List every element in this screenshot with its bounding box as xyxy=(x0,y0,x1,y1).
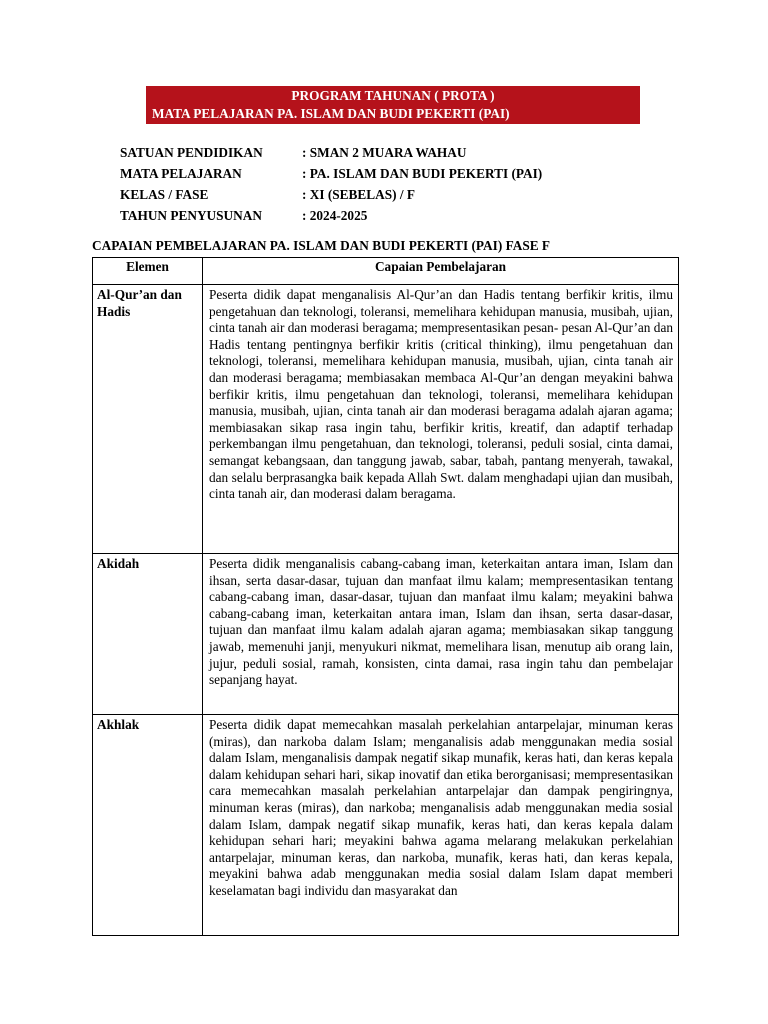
meta-value: : XI (SEBELAS) / F xyxy=(302,187,416,202)
meta-row-mapel xyxy=(120,163,542,184)
elemen-cell: Al-Qur’an dan Hadis xyxy=(93,285,203,554)
meta-row-tahun xyxy=(120,205,542,226)
column-header-elemen: Elemen xyxy=(93,258,203,285)
section-title: CAPAIAN PEMBELAJARAN PA. ISLAM DAN BUDI PEKERTI (PAI) FASE F xyxy=(92,238,551,253)
table-header-row xyxy=(93,258,679,285)
capaian-cell: Peserta didik dapat memecahkan masalah perkelahian antarpelajar, minuman keras (miras), dan narkoba dalam Islam; menganalisis adab menggunakan media sosial dalam Islam, menganalisis dampak negatif sikap munafik, keras hati, dan keras kepala dalam kehidupan sehari hari, sikap inovatif dan etika berorganisasi; mempresentasikan cara memecahkan masalah perkelahian antarpelajar dan dampak pengiringnya, minuman keras (miras), dan narkoba; menganalisis adab menggunakan media sosial dalam Islam, dampak negatif sikap munafik, keras hati, dan keras kepala dalam kehidupan sehari hari; meyakini bahwa agama melarang melakukan perkelahian antarpelajar, minuman keras, dan narkoba, munafik, keras hati, dan keras kepala, meyakini bahwa adab menggunakan media sosial dalam Islam dapat memberi keselamatan bagi individu dan masyarakat dan xyxy=(203,715,679,936)
meta-row-kelas xyxy=(120,184,542,205)
meta-label: TAHUN PENYUSUNAN xyxy=(120,208,262,223)
capaian-cell: Peserta didik dapat menganalisis Al-Qur’an dan Hadis tentang berfikir kritis, ilmu pengetahuan dan teknologi, toleransi, memelihara kehidupan manusia, musibah, ujian, cinta tanah air dan moderasi beragama; mempresentasikan pesan- pesan Al-Qur’an dan Hadis tentang pentingnya berfikir kritis (critical thinking), ilmu pengetahuan dan teknologi, toleransi, memelihara kehidupan manusia, musibah, ujian, cinta tanah air dan moderasi beragama; membiasakan membaca Al-Qur’an dengan meyakini bahwa berfikir kritis, ilmu pengetahuan dan teknologi, toleransi, memelihara kehidupan manusia, musibah, ujian, cinta tanah air dan moderasi beragama adalah ajaran agama; membiasakan sikap rasa ingin tahu, berfikir kritis, kreatif, dan adaptif terhadap perkembangan ilmu pengetahuan, dan teknologi, toleransi, peduli sosial, cinta damai, semangat kebangsaan, dan tanggung jawab, sabar, tabah, pantang menyerah, tawakal, dan selalu berprasangka baik kepada Allah Swt. dalam menghadapi ujian dan musibah, cinta tanah air, dan moderasi dalam beragama. xyxy=(203,285,679,554)
table-row xyxy=(93,285,679,554)
meta-value: : 2024-2025 xyxy=(302,208,368,223)
meta-value: : PA. ISLAM DAN BUDI PEKERTI (PAI) xyxy=(302,166,543,181)
elemen-cell: Akhlak xyxy=(93,715,203,936)
header-banner xyxy=(146,86,640,124)
elemen-cell: Akidah xyxy=(93,554,203,715)
document-meta xyxy=(120,142,542,226)
table-row xyxy=(93,554,679,715)
meta-row-satuan xyxy=(120,142,542,163)
column-header-capaian: Capaian Pembelajaran xyxy=(203,258,679,285)
meta-label: MATA PELAJARAN xyxy=(120,166,242,181)
meta-label: SATUAN PENDIDIKAN xyxy=(120,145,263,160)
capaian-table xyxy=(92,257,679,936)
header-subtitle: MATA PELAJARAN PA. ISLAM DAN BUDI PEKERTI (PAI) xyxy=(152,106,510,121)
capaian-cell: Peserta didik menganalisis cabang-cabang iman, keterkaitan antara iman, Islam dan ihsan, serta dasar-dasar, tujuan dan manfaat ilmu kalam; mempresentasikan tentang cabang-cabang iman, dasar-dasar, tujuan dan manfaat ilmu kalam; meyakini bahwa cabang-cabang iman, keterkaitan antara iman, Islam dan ihsan, serta dasar-dasar, tujuan dan manfaat ilmu kalam adalah ajaran agama; membiasakan sikap tanggung jawab, memenuhi janji, menyukuri nikmat, memelihara lisan, menutup aib orang lain, jujur, peduli sosial, ramah, konsisten, cinta damai, rasa ingin tahu dan pembelajar sepanjang hayat. xyxy=(203,554,679,715)
meta-value: : SMAN 2 MUARA WAHAU xyxy=(302,145,467,160)
table-row xyxy=(93,715,679,936)
header-title: PROGRAM TAHUNAN ( PROTA ) xyxy=(291,88,495,103)
meta-label: KELAS / FASE xyxy=(120,187,209,202)
